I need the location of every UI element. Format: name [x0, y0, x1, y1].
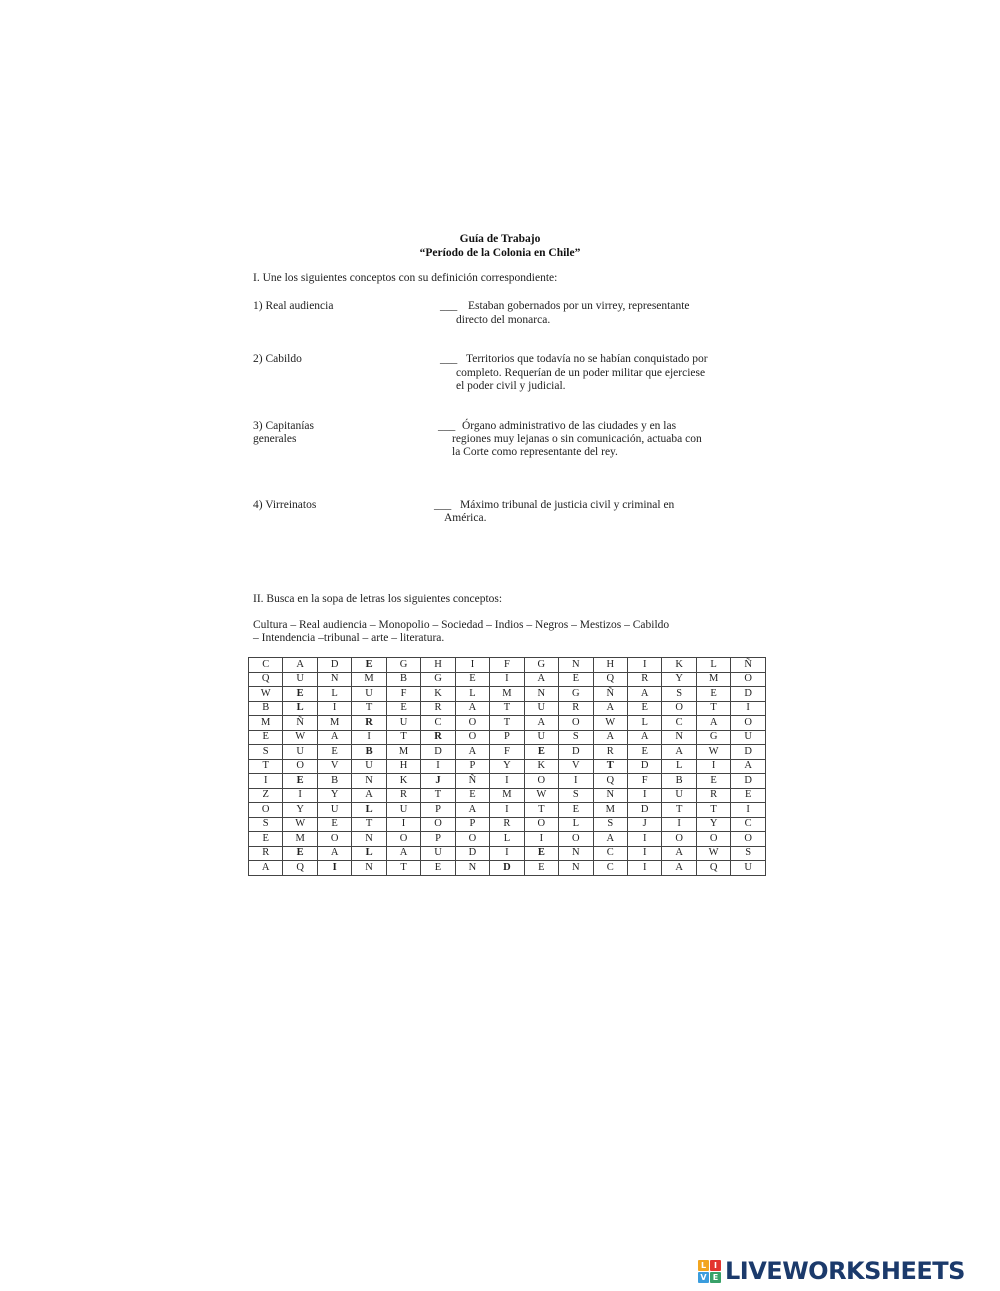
- grid-cell[interactable]: O: [455, 730, 489, 745]
- grid-cell[interactable]: D: [731, 745, 766, 760]
- term-3-line1: 3) Capitanías: [253, 420, 314, 432]
- grid-cell[interactable]: A: [455, 803, 489, 818]
- grid-cell[interactable]: A: [696, 716, 730, 731]
- grid-cell[interactable]: A: [593, 832, 627, 847]
- grid-cell[interactable]: W: [283, 730, 317, 745]
- grid-cell[interactable]: T: [662, 803, 696, 818]
- grid-cell[interactable]: O: [249, 803, 283, 818]
- grid-cell[interactable]: I: [283, 788, 317, 803]
- grid-cell[interactable]: O: [559, 832, 593, 847]
- grid-row: [249, 658, 766, 673]
- word-search-grid: [248, 657, 766, 876]
- grid-cell[interactable]: A: [455, 745, 489, 760]
- blank-2[interactable]: ___: [440, 353, 458, 365]
- grid-cell[interactable]: M: [490, 687, 524, 702]
- grid-cell[interactable]: U: [524, 701, 558, 716]
- grid-cell[interactable]: U: [731, 730, 766, 745]
- grid-cell[interactable]: L: [455, 687, 489, 702]
- grid-cell[interactable]: L: [352, 803, 386, 818]
- grid-cell[interactable]: R: [696, 788, 730, 803]
- grid-cell[interactable]: E: [386, 701, 420, 716]
- grid-cell[interactable]: R: [421, 730, 455, 745]
- grid-cell[interactable]: J: [421, 774, 455, 789]
- grid-cell[interactable]: L: [317, 687, 351, 702]
- grid-row: [249, 788, 766, 803]
- grid-cell[interactable]: V: [317, 759, 351, 774]
- definition-4-line2: América.: [444, 512, 487, 524]
- grid-cell[interactable]: I: [627, 658, 661, 673]
- blank-3[interactable]: ___: [438, 420, 456, 432]
- grid-cell[interactable]: T: [386, 730, 420, 745]
- grid-cell[interactable]: N: [559, 861, 593, 876]
- grid-cell[interactable]: S: [662, 687, 696, 702]
- grid-cell[interactable]: W: [696, 745, 730, 760]
- grid-cell[interactable]: E: [249, 730, 283, 745]
- grid-cell[interactable]: E: [696, 687, 730, 702]
- grid-cell[interactable]: B: [352, 745, 386, 760]
- definition-2-line1: Territorios que todavía no se habían conquistado por: [466, 353, 708, 365]
- grid-cell[interactable]: I: [352, 730, 386, 745]
- logo-text: LIVEWORKSHEETS: [725, 1257, 965, 1285]
- grid-cell[interactable]: G: [386, 658, 420, 673]
- grid-cell[interactable]: P: [421, 832, 455, 847]
- logo-block: V: [698, 1272, 709, 1283]
- grid-cell[interactable]: I: [455, 658, 489, 673]
- grid-cell[interactable]: G: [524, 658, 558, 673]
- grid-cell[interactable]: A: [593, 730, 627, 745]
- grid-cell[interactable]: T: [352, 701, 386, 716]
- grid-cell[interactable]: U: [421, 846, 455, 861]
- grid-cell[interactable]: K: [421, 687, 455, 702]
- grid-row: [249, 730, 766, 745]
- definition-3-line2: regiones muy lejanas o sin comunicación, actuaba con: [452, 433, 702, 445]
- definition-3-line1: Órgano administrativo de las ciudades y en las: [462, 420, 677, 432]
- grid-cell[interactable]: L: [662, 759, 696, 774]
- grid-cell[interactable]: Q: [696, 861, 730, 876]
- grid-cell[interactable]: E: [352, 658, 386, 673]
- grid-cell[interactable]: Y: [490, 759, 524, 774]
- grid-cell[interactable]: W: [283, 817, 317, 832]
- grid-cell[interactable]: O: [696, 832, 730, 847]
- definition-4-line1: Máximo tribunal de justicia civil y criminal en: [460, 499, 675, 511]
- grid-cell[interactable]: U: [731, 861, 766, 876]
- grid-cell[interactable]: N: [352, 832, 386, 847]
- grid-cell[interactable]: Y: [283, 803, 317, 818]
- grid-cell[interactable]: C: [249, 658, 283, 673]
- grid-cell[interactable]: A: [386, 846, 420, 861]
- grid-cell[interactable]: I: [490, 846, 524, 861]
- grid-cell[interactable]: Ñ: [283, 716, 317, 731]
- grid-row: [249, 817, 766, 832]
- grid-cell[interactable]: O: [421, 817, 455, 832]
- grid-cell[interactable]: O: [731, 832, 766, 847]
- grid-cell[interactable]: S: [249, 817, 283, 832]
- grid-cell[interactable]: E: [559, 672, 593, 687]
- grid-cell[interactable]: O: [731, 672, 766, 687]
- grid-cell[interactable]: E: [455, 672, 489, 687]
- grid-cell[interactable]: S: [731, 846, 766, 861]
- grid-cell[interactable]: I: [317, 861, 351, 876]
- grid-cell[interactable]: L: [696, 658, 730, 673]
- grid-cell[interactable]: R: [249, 846, 283, 861]
- liveworksheets-logo: [698, 1256, 965, 1286]
- grid-cell[interactable]: E: [283, 774, 317, 789]
- grid-row: [249, 774, 766, 789]
- grid-cell[interactable]: Y: [662, 672, 696, 687]
- grid-cell[interactable]: I: [524, 832, 558, 847]
- grid-cell[interactable]: U: [352, 687, 386, 702]
- logo-block: L: [698, 1260, 709, 1271]
- grid-cell[interactable]: W: [593, 716, 627, 731]
- grid-cell[interactable]: P: [490, 730, 524, 745]
- grid-cell[interactable]: M: [490, 788, 524, 803]
- word-list-line2: – Intendencia –tribunal – arte – literatura.: [253, 632, 445, 644]
- grid-cell[interactable]: Q: [593, 774, 627, 789]
- grid-cell[interactable]: M: [283, 832, 317, 847]
- grid-cell[interactable]: A: [524, 672, 558, 687]
- grid-cell[interactable]: G: [559, 687, 593, 702]
- grid-cell[interactable]: H: [593, 658, 627, 673]
- grid-cell[interactable]: I: [731, 701, 766, 716]
- grid-cell[interactable]: T: [490, 701, 524, 716]
- grid-cell[interactable]: D: [627, 759, 661, 774]
- grid-cell[interactable]: E: [524, 861, 558, 876]
- grid-cell[interactable]: I: [421, 759, 455, 774]
- grid-cell[interactable]: R: [559, 701, 593, 716]
- grid-row: [249, 716, 766, 731]
- grid-cell[interactable]: D: [731, 774, 766, 789]
- grid-cell[interactable]: E: [559, 803, 593, 818]
- grid-row: [249, 832, 766, 847]
- grid-cell[interactable]: N: [352, 861, 386, 876]
- grid-cell[interactable]: A: [627, 687, 661, 702]
- section1-instruction: I. Une los siguientes conceptos con su definición correspondiente:: [253, 272, 558, 284]
- logo-block: I: [710, 1260, 721, 1271]
- grid-cell[interactable]: Ñ: [593, 687, 627, 702]
- grid-cell[interactable]: Q: [593, 672, 627, 687]
- grid-cell[interactable]: S: [593, 817, 627, 832]
- grid-cell[interactable]: W: [696, 846, 730, 861]
- grid-cell[interactable]: E: [524, 745, 558, 760]
- grid-cell[interactable]: T: [490, 716, 524, 731]
- grid-cell[interactable]: M: [386, 745, 420, 760]
- term-1: 1) Real audiencia: [253, 300, 334, 312]
- grid-cell[interactable]: O: [386, 832, 420, 847]
- grid-cell[interactable]: B: [662, 774, 696, 789]
- grid-cell[interactable]: G: [696, 730, 730, 745]
- grid-cell[interactable]: E: [731, 788, 766, 803]
- grid-cell[interactable]: I: [317, 701, 351, 716]
- grid-cell[interactable]: A: [731, 759, 766, 774]
- grid-cell[interactable]: D: [317, 658, 351, 673]
- grid-cell[interactable]: E: [317, 745, 351, 760]
- grid-cell[interactable]: O: [662, 701, 696, 716]
- grid-cell[interactable]: A: [662, 745, 696, 760]
- grid-cell[interactable]: M: [249, 716, 283, 731]
- grid-cell[interactable]: U: [662, 788, 696, 803]
- grid-cell[interactable]: H: [386, 759, 420, 774]
- grid-cell[interactable]: F: [490, 745, 524, 760]
- grid-cell[interactable]: W: [524, 788, 558, 803]
- grid-cell[interactable]: A: [455, 701, 489, 716]
- grid-cell[interactable]: R: [593, 745, 627, 760]
- grid-cell[interactable]: L: [490, 832, 524, 847]
- grid-cell[interactable]: A: [317, 730, 351, 745]
- grid-row: [249, 701, 766, 716]
- grid-cell[interactable]: I: [490, 672, 524, 687]
- grid-cell[interactable]: I: [249, 774, 283, 789]
- grid-row: [249, 803, 766, 818]
- grid-cell[interactable]: O: [524, 817, 558, 832]
- grid-cell[interactable]: O: [662, 832, 696, 847]
- grid-cell[interactable]: J: [627, 817, 661, 832]
- definition-1-line1: Estaban gobernados por un virrey, representante: [468, 300, 690, 312]
- definition-3-line3: la Corte como representante del rey.: [452, 446, 618, 458]
- grid-cell[interactable]: W: [249, 687, 283, 702]
- grid-cell[interactable]: U: [317, 803, 351, 818]
- grid-cell[interactable]: C: [593, 861, 627, 876]
- grid-row: [249, 861, 766, 876]
- grid-row: [249, 759, 766, 774]
- grid-cell[interactable]: R: [352, 716, 386, 731]
- grid-cell[interactable]: P: [455, 759, 489, 774]
- grid-cell[interactable]: I: [627, 788, 661, 803]
- grid-cell[interactable]: A: [593, 701, 627, 716]
- grid-cell[interactable]: U: [283, 672, 317, 687]
- grid-cell[interactable]: O: [559, 716, 593, 731]
- grid-cell[interactable]: A: [627, 730, 661, 745]
- grid-cell[interactable]: R: [421, 701, 455, 716]
- grid-cell[interactable]: B: [386, 672, 420, 687]
- grid-cell[interactable]: N: [455, 861, 489, 876]
- grid-cell[interactable]: Q: [283, 861, 317, 876]
- grid-cell[interactable]: E: [455, 788, 489, 803]
- grid-cell[interactable]: U: [386, 716, 420, 731]
- grid-cell[interactable]: B: [249, 701, 283, 716]
- grid-row: [249, 672, 766, 687]
- grid-cell[interactable]: C: [662, 716, 696, 731]
- grid-cell[interactable]: M: [593, 803, 627, 818]
- grid-cell[interactable]: I: [627, 832, 661, 847]
- term-3-line2: generales: [253, 433, 297, 445]
- grid-cell[interactable]: H: [421, 658, 455, 673]
- grid-cell[interactable]: D: [627, 803, 661, 818]
- grid-cell[interactable]: A: [352, 788, 386, 803]
- section2-instruction: II. Busca en la sopa de letras los siguientes conceptos:: [253, 593, 503, 605]
- grid-cell[interactable]: I: [490, 803, 524, 818]
- grid-cell[interactable]: I: [627, 846, 661, 861]
- grid-cell[interactable]: K: [386, 774, 420, 789]
- blank-1[interactable]: ___: [440, 300, 458, 312]
- grid-cell[interactable]: T: [421, 788, 455, 803]
- grid-cell[interactable]: I: [627, 861, 661, 876]
- grid-cell[interactable]: Ñ: [731, 658, 766, 673]
- grid-cell[interactable]: A: [662, 861, 696, 876]
- grid-cell[interactable]: K: [524, 759, 558, 774]
- grid-cell[interactable]: C: [731, 817, 766, 832]
- definition-2-line3: el poder civil y judicial.: [456, 380, 566, 392]
- grid-cell[interactable]: U: [524, 730, 558, 745]
- grid-cell[interactable]: E: [249, 832, 283, 847]
- grid-cell[interactable]: R: [490, 817, 524, 832]
- grid-cell[interactable]: T: [696, 803, 730, 818]
- grid-cell[interactable]: S: [559, 788, 593, 803]
- grid-cell[interactable]: U: [352, 759, 386, 774]
- grid-row: [249, 846, 766, 861]
- grid-cell[interactable]: T: [352, 817, 386, 832]
- grid-cell[interactable]: C: [593, 846, 627, 861]
- grid-cell[interactable]: F: [627, 774, 661, 789]
- grid-cell[interactable]: B: [317, 774, 351, 789]
- grid-cell[interactable]: Z: [249, 788, 283, 803]
- grid-cell[interactable]: L: [627, 716, 661, 731]
- grid-cell[interactable]: R: [627, 672, 661, 687]
- grid-cell[interactable]: T: [696, 701, 730, 716]
- grid-cell[interactable]: L: [352, 846, 386, 861]
- grid-cell[interactable]: N: [524, 687, 558, 702]
- grid-cell[interactable]: I: [559, 774, 593, 789]
- grid-cell[interactable]: V: [559, 759, 593, 774]
- definition-2-line2: completo. Requerían de un poder militar que ejerciese: [456, 367, 706, 379]
- grid-cell[interactable]: O: [455, 832, 489, 847]
- grid-cell[interactable]: A: [524, 716, 558, 731]
- grid-cell[interactable]: O: [455, 716, 489, 731]
- grid-cell[interactable]: T: [386, 861, 420, 876]
- grid-cell[interactable]: M: [352, 672, 386, 687]
- grid-cell[interactable]: F: [490, 658, 524, 673]
- grid-cell[interactable]: D: [731, 687, 766, 702]
- grid-cell[interactable]: N: [317, 672, 351, 687]
- grid-cell[interactable]: I: [490, 774, 524, 789]
- page-subtitle: “Período de la Colonia en Chile”: [419, 247, 581, 259]
- grid-cell[interactable]: O: [731, 716, 766, 731]
- grid-cell[interactable]: K: [662, 658, 696, 673]
- grid-cell[interactable]: P: [455, 817, 489, 832]
- grid-cell[interactable]: Y: [317, 788, 351, 803]
- grid-cell[interactable]: N: [559, 658, 593, 673]
- term-4: 4) Virreinatos: [253, 499, 317, 511]
- grid-cell[interactable]: I: [662, 817, 696, 832]
- grid-cell[interactable]: P: [421, 803, 455, 818]
- grid-cell[interactable]: L: [283, 701, 317, 716]
- logo-blocks-icon: [698, 1260, 721, 1283]
- grid-row: [249, 687, 766, 702]
- grid-cell[interactable]: A: [662, 846, 696, 861]
- grid-cell[interactable]: A: [283, 658, 317, 673]
- grid-cell[interactable]: N: [593, 788, 627, 803]
- grid-cell[interactable]: T: [249, 759, 283, 774]
- grid-cell[interactable]: R: [386, 788, 420, 803]
- term-2: 2) Cabildo: [253, 353, 302, 365]
- logo-block: E: [710, 1272, 721, 1283]
- grid-cell[interactable]: E: [627, 701, 661, 716]
- grid-cell[interactable]: S: [249, 745, 283, 760]
- grid-cell[interactable]: D: [559, 745, 593, 760]
- grid-cell[interactable]: T: [593, 759, 627, 774]
- grid-cell[interactable]: I: [696, 759, 730, 774]
- grid-cell[interactable]: N: [662, 730, 696, 745]
- grid-cell[interactable]: O: [524, 774, 558, 789]
- grid-cell[interactable]: O: [283, 759, 317, 774]
- grid-cell[interactable]: Q: [249, 672, 283, 687]
- grid-cell[interactable]: N: [559, 846, 593, 861]
- grid-cell[interactable]: C: [421, 716, 455, 731]
- grid-row: [249, 745, 766, 760]
- grid-cell[interactable]: E: [696, 774, 730, 789]
- grid-cell[interactable]: I: [731, 803, 766, 818]
- grid-cell[interactable]: M: [317, 716, 351, 731]
- grid-cell[interactable]: G: [421, 672, 455, 687]
- grid-cell[interactable]: E: [283, 687, 317, 702]
- grid-cell[interactable]: S: [559, 730, 593, 745]
- grid-cell[interactable]: I: [386, 817, 420, 832]
- grid-cell[interactable]: D: [490, 861, 524, 876]
- grid-cell[interactable]: E: [283, 846, 317, 861]
- grid-cell[interactable]: E: [524, 846, 558, 861]
- definition-1-line2: directo del monarca.: [456, 314, 551, 326]
- word-list-line1: Cultura – Real audiencia – Monopolio – Sociedad – Indios – Negros – Mestizos – Cabildo: [253, 619, 670, 631]
- grid-cell[interactable]: T: [524, 803, 558, 818]
- grid-cell[interactable]: L: [559, 817, 593, 832]
- grid-cell[interactable]: D: [455, 846, 489, 861]
- grid-cell[interactable]: Y: [696, 817, 730, 832]
- grid-cell[interactable]: A: [249, 861, 283, 876]
- grid-cell[interactable]: D: [421, 745, 455, 760]
- grid-cell[interactable]: O: [317, 832, 351, 847]
- grid-cell[interactable]: E: [421, 861, 455, 876]
- grid-cell[interactable]: Ñ: [455, 774, 489, 789]
- grid-cell[interactable]: F: [386, 687, 420, 702]
- grid-cell[interactable]: E: [317, 817, 351, 832]
- grid-cell[interactable]: U: [283, 745, 317, 760]
- blank-4[interactable]: ___: [434, 499, 452, 511]
- grid-cell[interactable]: U: [386, 803, 420, 818]
- grid-cell[interactable]: A: [317, 846, 351, 861]
- page-title: Guía de Trabajo: [459, 233, 541, 245]
- grid-cell[interactable]: N: [352, 774, 386, 789]
- grid-cell[interactable]: E: [627, 745, 661, 760]
- grid-cell[interactable]: M: [696, 672, 730, 687]
